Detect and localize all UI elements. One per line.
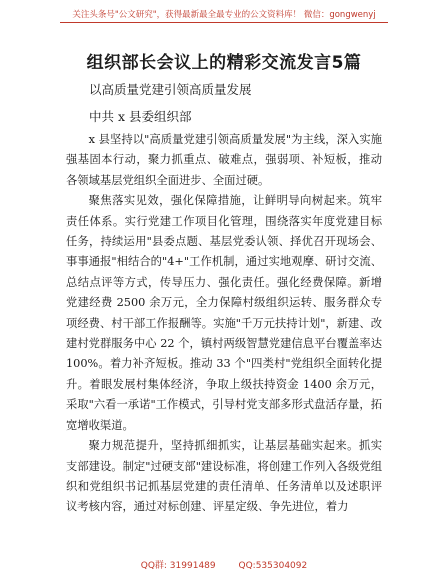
document-title: 组织部长会议上的精彩交流发言5篇 — [86, 53, 362, 73]
body-paragraph: 聚力规范提升，坚持抓细抓实，让基层基础实起来。抓实支部建设。制定"过硬支部"建设标准，将创建工作列入各级党组织和党组织书记抓基层党建的责任清单、任务清单以及述职评议考核内容，通过对标创建、评星定级、争先进位，着力 — [66, 439, 382, 514]
document-body — [66, 130, 382, 518]
footer-contact — [0, 558, 448, 571]
footer-qq-group: QQ群: 31991489 — [140, 561, 216, 571]
body-paragraph: x 县坚持以"高质量党建引领高质量发展"为主线，深入实施强基固本行动，聚力抓重点、破难点，强弱项、补短板，推动各领域基层党组织全面进步、全面过硬。 — [66, 133, 382, 187]
document-author: 中共 x 县委组织部 — [89, 109, 192, 124]
header-divider — [60, 22, 388, 23]
top-banner: 关注头条号"公文研究"，获得最新最全最专业的公文资料库！ 微信：gongwenyj — [72, 10, 376, 20]
document-subtitle: 以高质量党建引领高质量发展 — [89, 82, 252, 97]
footer-qq: QQ:535304092 — [238, 561, 308, 571]
body-paragraph: 聚焦落实见效，强化保障措施，让鲜明导向树起来。筑牢责任体系。实行党建工作项目化管理，围绕落实年度党建目标任务，持续运用"县委点题、基层党委认领、择优召开现场会、事事通报"相结合的"4+"工作机制，通过实地观摩、研讨交流、总结点评等方式，传导压力、强化责任。强化经费保障。新增党建经费 2500 余万元，全力保障村级组织运转、服务群众专项经费、村干部工作报酬等。实施"千万元扶持计划"，新建、改建村党群服务中心 22 个，镇村两级智慧党建信息平台覆盖率达 100%。着力补齐短板。推动 33 个"四类村"党组织全面转化提升。着眼发展村集体经济，争取上级扶持资金 1400 余万元，采取"六看一承诺"工作模式，引导村党支部多形式盘活存量，拓宽增收渠道。 — [66, 194, 382, 432]
